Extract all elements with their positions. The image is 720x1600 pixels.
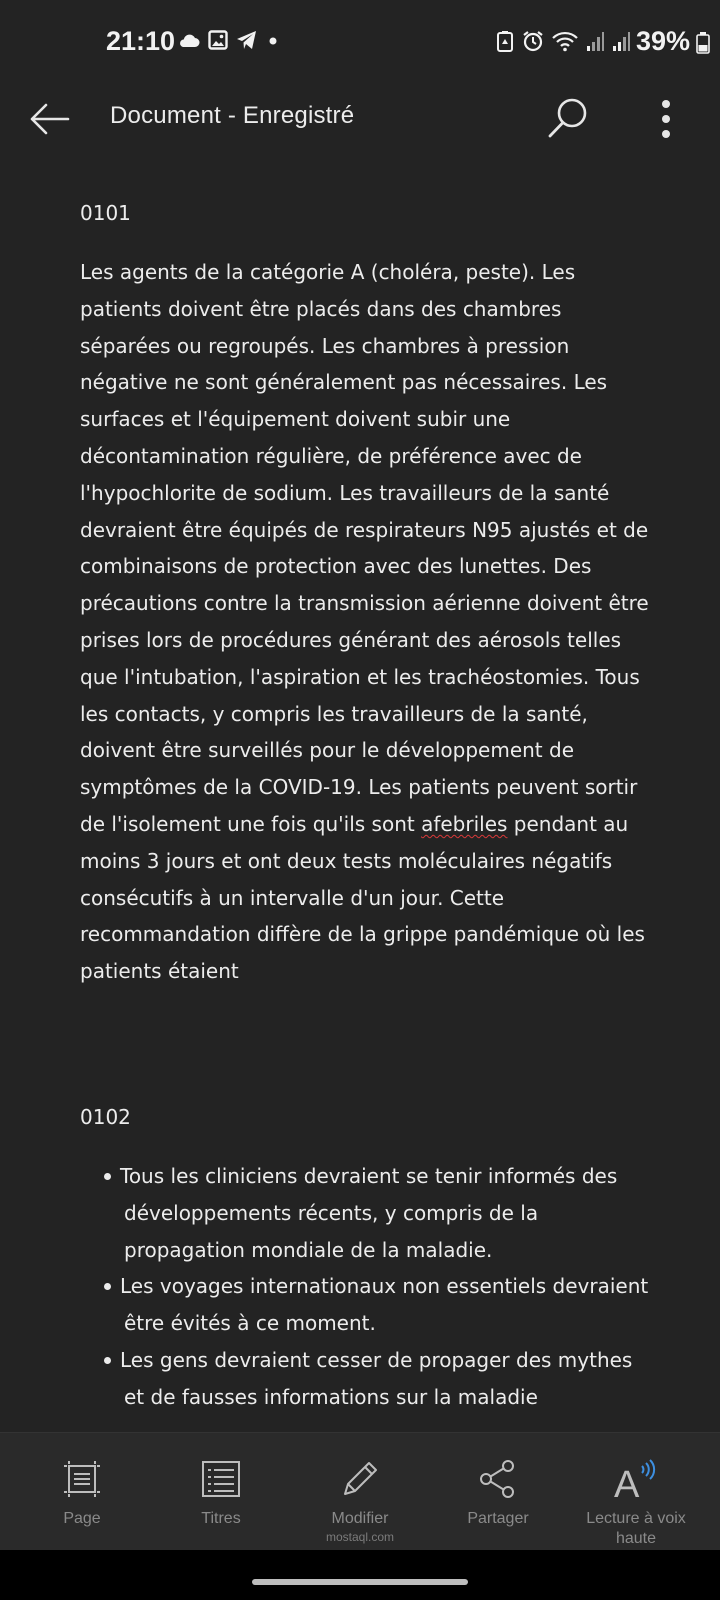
tool-label: Titres [201, 1510, 241, 1527]
pencil-icon [339, 1455, 381, 1503]
section-paragraph [80, 254, 650, 990]
image-icon [208, 30, 228, 55]
misspelled-word[interactable]: afebriles [421, 811, 508, 836]
page-view-button[interactable] [12, 1433, 152, 1551]
search-icon [546, 96, 590, 145]
battery-percentage: 39% [635, 26, 690, 56]
app-bar [0, 86, 720, 166]
watermark: mostaql.com [325, 1530, 395, 1544]
wifi-icon [552, 30, 578, 57]
headings-button[interactable] [151, 1433, 291, 1551]
page-view-icon [61, 1455, 103, 1503]
list-item: Les gens devraient cesser de propager des mythes et de fausses informations sur la maladie [80, 1342, 650, 1416]
search-button[interactable] [542, 94, 594, 146]
read-aloud-icon [612, 1455, 660, 1503]
status-bar [0, 0, 720, 86]
dot-icon [266, 30, 280, 55]
share-button[interactable] [428, 1433, 568, 1551]
telegram-icon [236, 30, 258, 55]
home-indicator[interactable] [252, 1579, 468, 1585]
more-vertical-icon [660, 99, 672, 144]
signal-icon [586, 30, 604, 57]
arrow-left-icon [28, 102, 70, 141]
tool-label: Page [63, 1510, 101, 1527]
list-item: Tous les cliniciens devraient se tenir informés des développements récents, y compris de la propagation mondiale de la maladie. [80, 1158, 650, 1268]
share-icon [477, 1455, 519, 1503]
system-navigation-bar [0, 1550, 720, 1600]
signal-icon [612, 30, 630, 57]
more-options-button[interactable] [646, 94, 686, 148]
tool-label: Modifier [331, 1510, 389, 1527]
status-left-icons [178, 30, 280, 55]
bullet-list [80, 1158, 650, 1416]
svg-text:A: A [614, 1464, 640, 1501]
back-button[interactable] [24, 96, 74, 146]
battery-icon [696, 32, 710, 59]
document-body[interactable] [80, 170, 650, 1432]
read-aloud-button[interactable] [566, 1433, 706, 1551]
section-number: 0101 [80, 201, 131, 225]
document-title: Document - Enregistré [110, 102, 355, 129]
list-item: Les voyages internationaux non essentiels devraient être évités à ce moment. [80, 1268, 650, 1342]
section-number: 0102 [80, 1104, 131, 1129]
tool-label: Partager [467, 1510, 529, 1527]
alarm-icon [522, 30, 544, 57]
status-right-icons [496, 30, 630, 57]
recycle-icon [496, 30, 514, 57]
paragraph-text: pendant au moins 3 jours et ont deux tests moléculaires négatifs consécutifs à un intervalle d'un jour. Cette recommandation diffère de la grippe pandémique où les patients étaient [80, 811, 645, 984]
cloud-icon [178, 32, 200, 53]
tool-label: Lecture à voix haute [586, 1510, 686, 1547]
paragraph-text: Les agents de la catégorie A (choléra, peste). Les patients doivent être placés dans des chambres séparées ou regroupés. Les chambres à pression négative ne sont généralement pas nécessaires. Les surfaces et l'équipement doivent subir une décontamination régulière, de préférence avec de l'hypochlorite de sodium. Les travailleurs de la santé devraient être équipés de respirateurs N95 ajustés et de combinaisons de protection avec des lunettes. Des précautions contre la transmission aérienne doivent être prises lors de procédures générant des aérosols telles que l'intubation, l'aspiration et les trachéostomies. Tous les contacts, y compris les travailleurs de la santé, doivent être surveillés pour le développement de symptômes de la COVID-19. Les patients peuvent sortir de l'isolement une fois qu'ils sont [80, 260, 649, 836]
headings-list-icon [200, 1455, 242, 1503]
status-time: 21:10 [106, 26, 176, 56]
